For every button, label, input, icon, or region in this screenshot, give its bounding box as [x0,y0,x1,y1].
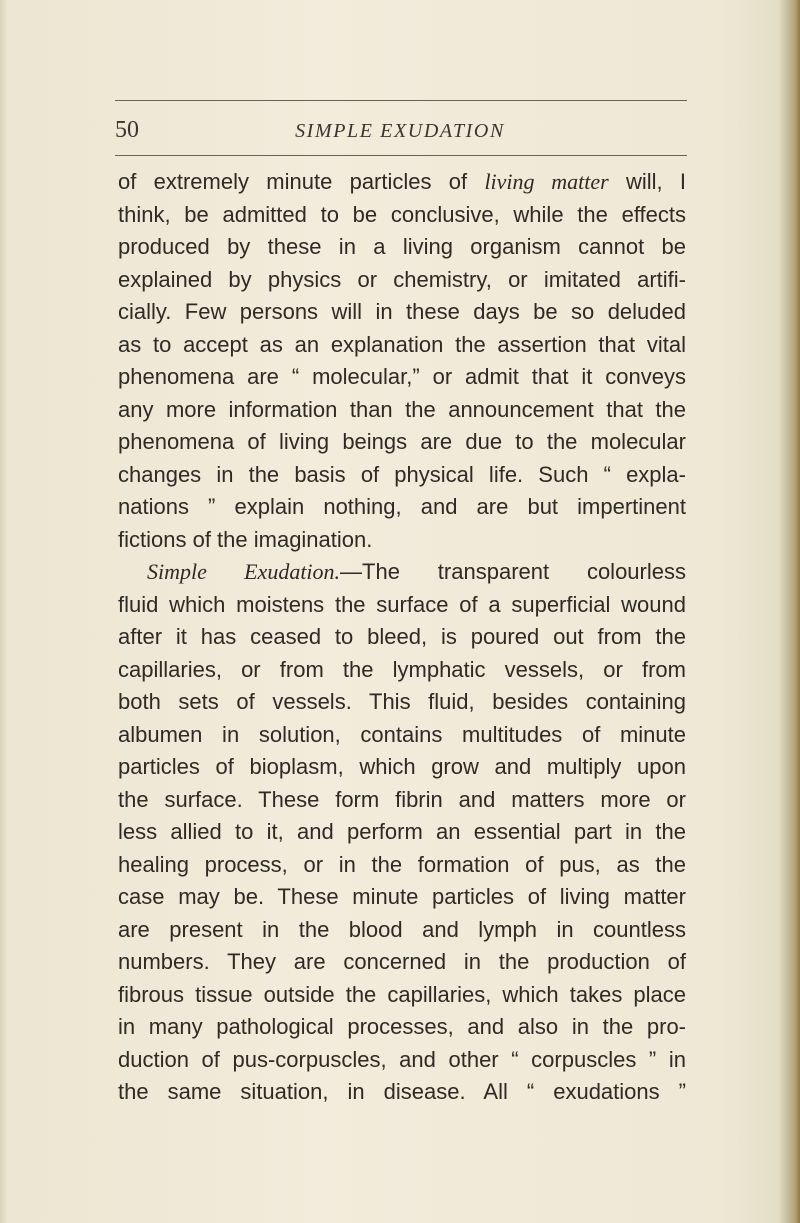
text-line: as to accept as an explanation the assertion that vital [118,331,686,357]
text-line: albumen in solution, contains multitudes of minute [118,721,686,747]
text-line: nations ” explain nothing, and are but impertinent [118,494,686,519]
text-line: the surface. These form fibrin and matters more or [118,786,686,812]
text-line: changes in the basis of physical life. Such “ expla- [118,461,686,487]
text-line: in many pathological processes, and also in the pro- [118,1014,686,1039]
text-line: fluid which moistens the surface of a superficial wound [118,591,686,617]
text-line: cially. Few persons will in these days be so deluded [118,299,686,324]
italic-run: living matter [484,169,609,194]
text-line: phenomena of living beings are due to the molecular [118,429,686,454]
text-line: duction of pus-corpuscles, and other “ corpuscles ” in [118,1046,686,1072]
text-line [118,556,686,589]
page-right-edge [778,0,800,1223]
text-line: case may be. These minute particles of living matter [118,884,686,909]
text-line: both sets of vessels. This fluid, besides containing [118,689,686,714]
text-line: think, be admitted to be conclusive, while the effects [118,201,686,227]
text-line: fibrous tissue outside the capillaries, which takes place [118,981,686,1007]
text-line: any more information than the announcement that the [118,396,686,422]
text-line: numbers. They are concerned in the production of [118,949,686,974]
text-line: the same situation, in disease. All “ exudations ” [118,1079,686,1104]
text-line: particles of bioplasm, which grow and multiply upon [118,754,686,779]
text-line: fictions of the imagination. [118,526,373,552]
header-rule-top [115,100,687,101]
text-line: produced by these in a living organism cannot be [118,234,686,259]
header-rule-bottom [115,155,687,156]
text-line [118,166,686,199]
page-number: 50 [115,117,139,143]
text-line: explained by physics or chemistry, or imitated artifi- [118,266,686,292]
section-heading-italic: Simple Exudation. [147,559,341,584]
text-run: —The transparent colourless [340,559,686,584]
text-line: phenomena are “ molecular,” or admit that it conveys [118,364,686,389]
running-head-title: SIMPLE EXUDATION [295,120,505,142]
text-line: capillaries, or from the lymphatic vessels, or from [118,656,686,682]
text-line: after it has ceased to bleed, is poured out from the [118,624,686,649]
page-left-edge [0,0,8,1223]
body-text [118,166,686,1109]
text-run: will, I [608,169,686,194]
text-line: less allied to it, and perform an essential part in the [118,819,686,844]
text-run: of extremely minute particles of [118,169,485,194]
text-line: are present in the blood and lymph in countless [118,916,686,942]
text-line: healing process, or in the formation of pus, as the [118,851,686,877]
